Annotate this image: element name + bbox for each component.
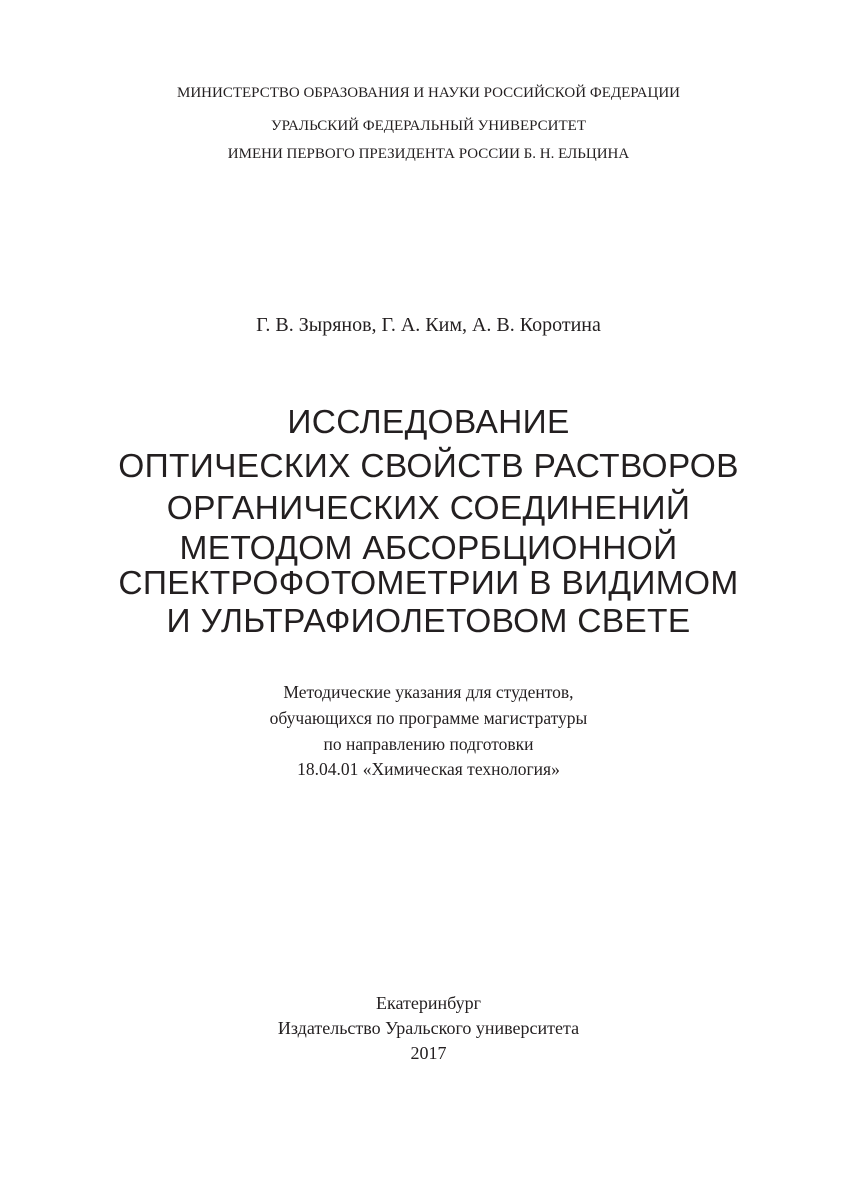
authors: Г. В. Зырянов, Г. А. Ким, А. В. Коротина [256, 314, 601, 336]
title-line: И УЛЬТРАФИОЛЕТОВОМ СВЕТЕ [166, 603, 691, 640]
imprint-year: 2017 [410, 1043, 447, 1063]
university-name-line-1: УРАЛЬСКИЙ ФЕДЕРАЛЬНЫЙ УНИВЕРСИТЕТ [271, 118, 586, 134]
university-name-line-2: ИМЕНИ ПЕРВОГО ПРЕЗИДЕНТА РОССИИ Б. Н. ЕЛЬЦИНА [227, 146, 630, 162]
imprint-city: Екатеринбург [376, 993, 481, 1013]
subtitle-line: по направлению подготовки [323, 734, 534, 754]
subtitle-line: Методические указания для студентов, [283, 682, 574, 702]
ministry-name: МИНИСТЕРСТВО ОБРАЗОВАНИЯ И НАУКИ РОССИЙСКОЙ ФЕДЕРАЦИИ [177, 85, 680, 101]
imprint-publisher: Издательство Уральского университета [277, 1018, 580, 1038]
subtitle-line: обучающихся по программе магистратуры [269, 708, 588, 728]
title-line: ОПТИЧЕСКИХ СВОЙСТВ РАСТВОРОВ [118, 448, 739, 485]
title-line: МЕТОДОМ АБСОРБЦИОННОЙ [179, 530, 678, 567]
title-line: СПЕКТРОФОТОМЕТРИИ В ВИДИМОМ [118, 565, 739, 602]
subtitle-line: 18.04.01 «Химическая технология» [297, 759, 560, 779]
title-line: ИССЛЕДОВАНИЕ [287, 404, 570, 441]
title-line: ОРГАНИЧЕСКИХ СОЕДИНЕНИЙ [166, 490, 691, 527]
